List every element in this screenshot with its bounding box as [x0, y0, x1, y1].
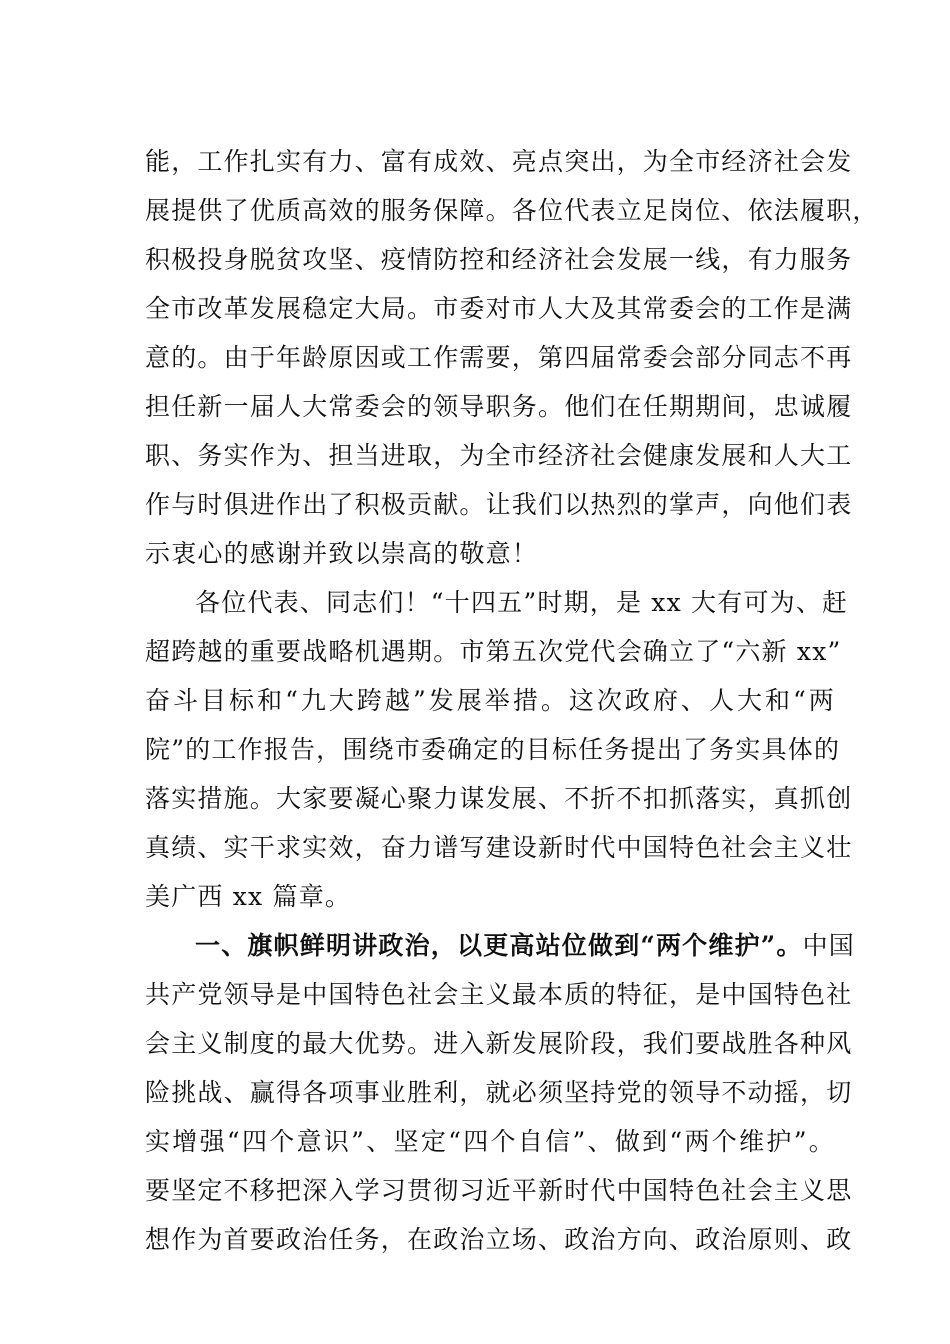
text-line: 意的。由于年龄原因或工作需要，第四届常委会部分同志不再	[145, 343, 853, 372]
text-line: 实增强“四个意识”、坚定“四个自信”、做到“两个维护”。	[145, 1127, 835, 1156]
text-line: 想作为首要政治任务，在政治立场、政治方向、政治原则、政	[145, 1225, 853, 1254]
text-line: 担任新一届人大常委会的领导职务。他们在任期期间，忠诚履	[145, 392, 853, 421]
text-line: 全市改革发展稳定大局。市委对市人大及其常委会的工作是满	[145, 294, 853, 323]
text-line: 院”的工作报告，围绕市委确定的目标任务提出了务实具体的	[145, 735, 841, 764]
text-line: 示衷心的感谢并致以崇高的敬意！	[145, 539, 539, 568]
section-heading: 一、旗帜鲜明讲政治，以更高站位做到“两个维护”。	[195, 931, 803, 960]
text-line: 奋斗目标和“九大跨越”发展举措。这次政府、人大和“两	[145, 686, 835, 715]
text-line: 能，工作扎实有力、富有成效、亮点突出，为全市经济社会发	[145, 147, 853, 176]
text-line: 要坚定不移把深入学习贯彻习近平新时代中国特色社会主义思	[145, 1176, 853, 1205]
text-line: 职、务实作为、担当进取，为全市经济社会健康发展和人大工	[145, 441, 853, 470]
paragraph-first-line: 各位代表、同志们！“十四五”时期，是 xx 大有可为、赶	[195, 588, 849, 617]
text-line: 真绩、实干求实效，奋力谱写建设新时代中国特色社会主义壮	[145, 833, 853, 862]
text-line: 超跨越的重要战略机遇期。市第五次党代会确立了“六新 xx”	[145, 637, 842, 666]
text-line: 落实措施。大家要凝心聚力谋发展、不折不扣抓落实，真抓创	[145, 784, 853, 813]
text-line: 美广西 xx 篇章。	[145, 882, 352, 911]
heading-continuation: 中国	[802, 931, 855, 960]
text-line: 共产党领导是中国特色社会主义最本质的特征，是中国特色社	[145, 980, 853, 1009]
section-heading-line	[195, 924, 855, 968]
text-line: 展提供了优质高效的服务保障。各位代表立足岗位、依法履职，	[145, 196, 879, 225]
text-line: 会主义制度的最大优势。进入新发展阶段，我们要战胜各种风	[145, 1029, 853, 1058]
text-line: 险挑战、赢得各项事业胜利，就必须坚持党的领导不动摇，切	[145, 1078, 853, 1107]
text-line: 积极投身脱贫攻坚、疫情防控和经济社会发展一线，有力服务	[145, 245, 853, 274]
text-line: 作与时俱进作出了积极贡献。让我们以热烈的掌声，向他们表	[145, 490, 853, 519]
